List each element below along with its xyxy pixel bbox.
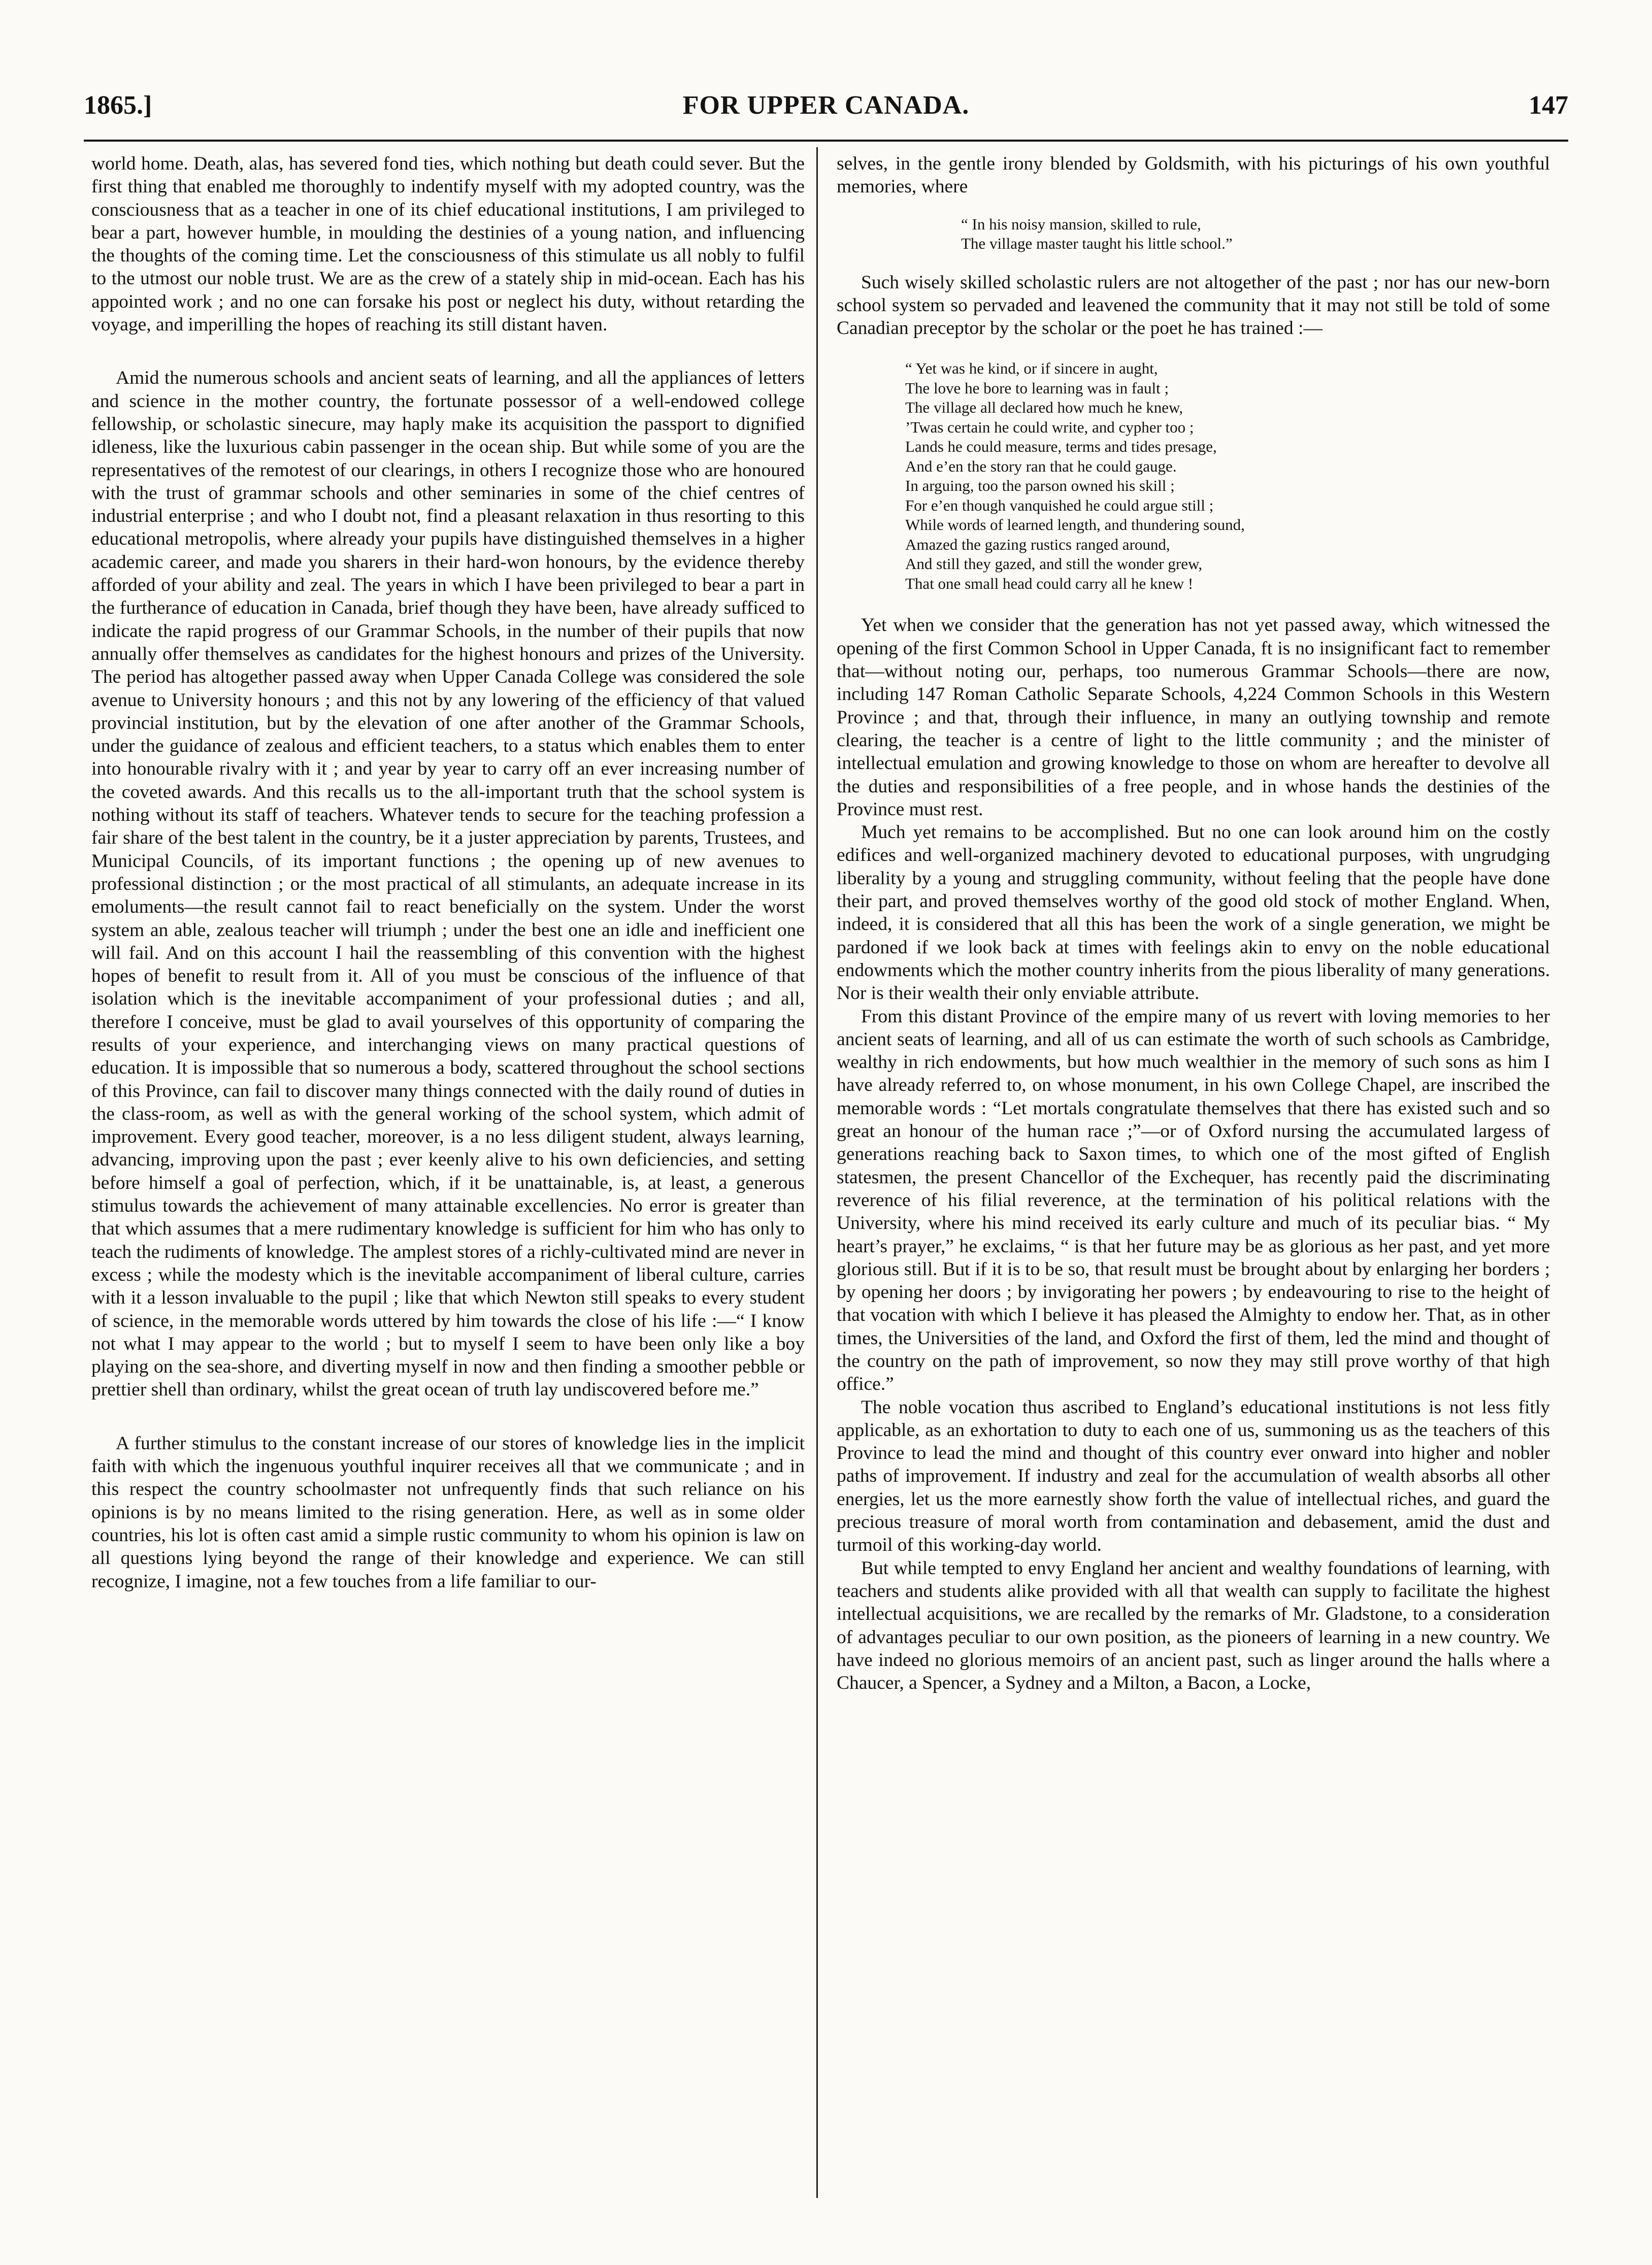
right-column xyxy=(837,152,1550,2203)
verse-line: The village all declared how much he knew, xyxy=(905,398,1183,417)
verse-line: That one small head could carry all he knew ! xyxy=(905,574,1194,592)
header-year: 1865.] xyxy=(84,91,152,120)
verse-quote-goldsmith-1 xyxy=(961,215,1550,254)
paragraph: But while tempted to envy England her ancient and wealthy foundations of learning, with teachers and students alike provided with all that wealth can supply to facilitate the highest intellectual acquisitions, we are recalled by the remarks of Mr. Gladstone, to a consideration of advantages peculiar to our own position, as the pioneers of learning in a new country. We have indeed no glorious memoirs of an ancient past, such as linger around the halls where a Chaucer, a Spencer, a Sydney and a Milton, a Bacon, a Locke, xyxy=(837,1557,1550,1694)
paragraph: Amid the numerous schools and ancient seats of learning, and all the appliances of letters and science in the mother country, the fortunate possessor of a well-endowed college fellowship, or scholastic sinecure, may haply make its acquisition the passport to dignified idleness, like the luxurious cabin passenger in the ocean ship. But while some of you are the representatives of the remotest of our clearings, in others I recognize those who are honoured with the trust of grammar schools and other seminaries in some of the chief centres of industrial enterprise ; and who I doubt not, find a pleasant relaxation in thus resorting to this educational metropolis, where already your pupils have distinguished themselves in a higher academic career, and made you sharers in their hard-won honours, by the evidence thereby afforded of your ability and zeal. The years in which I have been privileged to bear a part in the furtherance of education in Canada, brief though they have been, have already sufficed to indicate the rapid progress of our Grammar Schools, in the number of their pupils that now annually offer themselves as candidates for the highest honours and prizes of the University. The period has altogether passed away when Upper Canada College was considered the sole avenue to University honours ; and this not by any lowering of the efficiency of that valued provincial institution, but by the elevation of one after another of the Grammar Schools, under the guidance of zealous and efficient teachers, to a status which enables them to enter into honourable rivalry with it ; and year by year to carry off an ever increasing number of the coveted awards. And this recalls us to the all-important truth that the school system is nothing without its staff of teachers. Whatever tends to secure for the teaching profession a fair share of the best talent in the country, be it a juster appreciation by parents, Trustees, and Municipal Councils, of its important functions ; the opening up of new avenues to professional distinction ; or the most practical of all stimulants, an adequate increase in its emoluments—the result cannot fail to react beneficially on the system. Under the worst system an able, zealous teacher will triumph ; under the best one an idle and inefficient one will fail. And on this account I hail the reassembling of this convention with the highest hopes of benefit to result from it. All of you must be conscious of the influence of that isolation which is the inevitable accompaniment of your professional duties ; and all, therefore I conceive, must be glad to avail yourselves of this opportunity of comparing the results of your experience, and interchanging views on many practical questions of education. It is impossible that so numerous a body, scattered throughout the school sections of this Province, can fail to discover many things connected with the daily round of duties in the class-room, as well as with the general working of the school system, which admit of improvement. Every good teacher, moreover, is a no less diligent student, always learning, advancing, improving upon the past ; ever keenly alive to his own deficiencies, and setting before himself a goal of perfection, which, if it be unattainable, is, at least, a generous stimulus towards the achievement of many attainable excellencies. No error is greater than that which assumes that a mere rudimentary knowledge is sufficient for him who has only to teach the rudiments of knowledge. The amplest stores of a richly-cultivated mind are never in excess ; while the modesty which is the inevitable accompaniment of liberal culture, carries with it a lesson invaluable to the pupil ; like that which Newton still speaks to every student of science, in the memorable words uttered by him towards the close of his life :—“ I know not what I may appear to the world ; but to myself I seem to have been only like a boy playing on the sea-shore, and diverting myself in now and then finding a smoother pebble or prettier shell than ordinary, whilst the great ocean of truth lay undiscovered before me.” xyxy=(91,368,805,1401)
paragraph: Much yet remains to be accomplished. But no one can look around him on the costly edifices and well-organized machinery devoted to educational purposes, with ungrudging liberality by a young and struggling community, without feeling that the people have done their part, and proved themselves worthy of the good old stock of mother England. When, indeed, it is considered that all this has been the work of a single generation, we might be pardoned if we look back at times with feelings akin to envy on the noble educational endowments which the mother country inherits from the pious liberality of many generations. Nor is their wealth their only enviable attribute. xyxy=(837,822,1550,1004)
verse-line: Amazed the gazing rustics ranged around, xyxy=(905,535,1170,553)
verse-line: The village master taught his little school.” xyxy=(961,235,1233,253)
paragraph: selves, in the gentle irony blended by Goldsmith, with his picturings of his own youthful memories, where xyxy=(837,153,1550,197)
verse-line: ’Twas certain he could write, and cypher too ; xyxy=(905,418,1194,436)
column-divider xyxy=(816,147,818,2198)
left-column xyxy=(91,152,805,2203)
verse-line: For e’en though vanquished he could argue still ; xyxy=(905,496,1214,514)
running-head xyxy=(84,90,1568,126)
paragraph: From this distant Province of the empire many of us revert with loving memories to her ancient seats of learning, and all of us can estimate the worth of such schools as Cambridge, wealthy in rich endowments, but how much wealthier in the memory of such sons as him I have already referred to, on whose monument, in his own College Chapel, are inscribed the memorable words : “Let mortals congratulate themselves that there has existed such and so great an honour of the human race ;”—or of Oxford nursing the accumulated largess of generations reaching back to Saxon times, to which one of the most gifted of English statesmen, the present Chancellor of the Exchequer, has recently paid the discriminating reverence of his filial reverence, at the termination of his political relations with the University, where his mind received its early culture and much of its peculiar bias. “ My heart’s prayer,” he exclaims, “ is that her future may be as glorious as her past, and yet more glorious still. But if it is to be so, that result must be brought about by enlarging her borders ; by opening her doors ; by invigorating her powers ; by endeavouring to rise to the height of that vocation with which I believe it has pleased the Almighty to endow her. That, as in other times, the Universities of the land, and Oxford the first of them, led the mind and thought of the country on the path of improvement, so now they may still prove worthy of that high office.” xyxy=(837,1006,1550,1395)
paragraph: world home. Death, alas, has severed fond ties, which nothing but death could sever. But the first thing that enabled me thoroughly to indentify myself with my adopted country, was the consciousness that as a teacher in one of its chief educational institutions, I am privileged to bear a part, however humble, in moulding the destinies of a young nation, and influencing the thoughts of the coming time. Let the consciousness of this stimulate us all nobly to fulfil to the utmost our noble trust. We are as the crew of a stately ship in mid-ocean. Each has his appointed work ; and no one can forsake his post or neglect his duty, without retarding the voyage, and imperilling the hopes of reaching its still distant haven. xyxy=(91,153,805,336)
verse-line: “ In his noisy mansion, skilled to rule, xyxy=(961,215,1201,233)
verse-line: In arguing, too the parson owned his skill ; xyxy=(905,477,1175,495)
paragraph: A further stimulus to the constant increase of our stores of knowledge lies in the implicit faith with which the ingenuous youthful inquirer receives all that we communicate ; and in this respect the country schoolmaster not unfrequently finds that such reliance on his opinions is by no means limited to the rising generation. Here, as well as in some older countries, his lot is often cast amid a simple rustic community to whom his opinion is law on all questions lying beyond the range of their knowledge and experience. We can still recognize, I imagine, not a few touches from a life familiar to our- xyxy=(91,1433,805,1592)
verse-line: The love he bore to learning was in fault ; xyxy=(905,379,1169,397)
paragraph: Yet when we consider that the generation has not yet passed away, which witnessed the opening of the first Common School in Upper Canada, ft is no insignificant fact to remember that—without noting our, perhaps, too numerous Grammar Schools—there are now, including 147 Roman Catholic Separate Schools, 4,224 Common Schools in this Western Province ; and that, through their influence, in many an outlying township and remote clearing, the teacher is a centre of light to the little community ; and the minister of intellectual emulation and growing knowledge to those on whom are hereafter to devolve all the duties and responsibilities of a free people, and in whose hands the destinies of the Province must rest. xyxy=(837,615,1550,820)
verse-line: “ Yet was he kind, or if sincere in aught, xyxy=(905,359,1158,378)
verse-line: While words of learned length, and thundering sound, xyxy=(905,516,1245,534)
page-number: 147 xyxy=(1529,91,1568,120)
paragraph: The noble vocation thus ascribed to England’s educational institutions is not less fitly applicable, as an exhortation to duty to each one of us, summoning us as the teachers of this Province to lead the mind and thought of this country ever onward into higher and nobler paths of improvement. If industry and zeal for the accumulation of wealth absorbs all other energies, let us the more earnestly show forth the value of intellectual riches, and guard the precious treasure of moral worth from contamination and debasement, amid the dust and turmoil of this working-day world. xyxy=(837,1396,1550,1556)
header-title: FOR UPPER CANADA. xyxy=(682,91,970,120)
paragraph: Such wisely skilled scholastic rulers are not altogether of the past ; nor has our new-born school system so pervaded and leavened the community that it may not still be told of some Canadian preceptor by the scholar or the poet he has trained :— xyxy=(837,272,1550,339)
verse-line: Lands he could measure, terms and tides presage, xyxy=(905,438,1217,456)
verse-line: And e’en the story ran that he could gauge. xyxy=(905,457,1177,475)
verse-quote-goldsmith-2 xyxy=(905,359,1550,593)
header-rule xyxy=(84,140,1568,142)
verse-line: And still they gazed, and still the wonder grew, xyxy=(905,555,1203,573)
